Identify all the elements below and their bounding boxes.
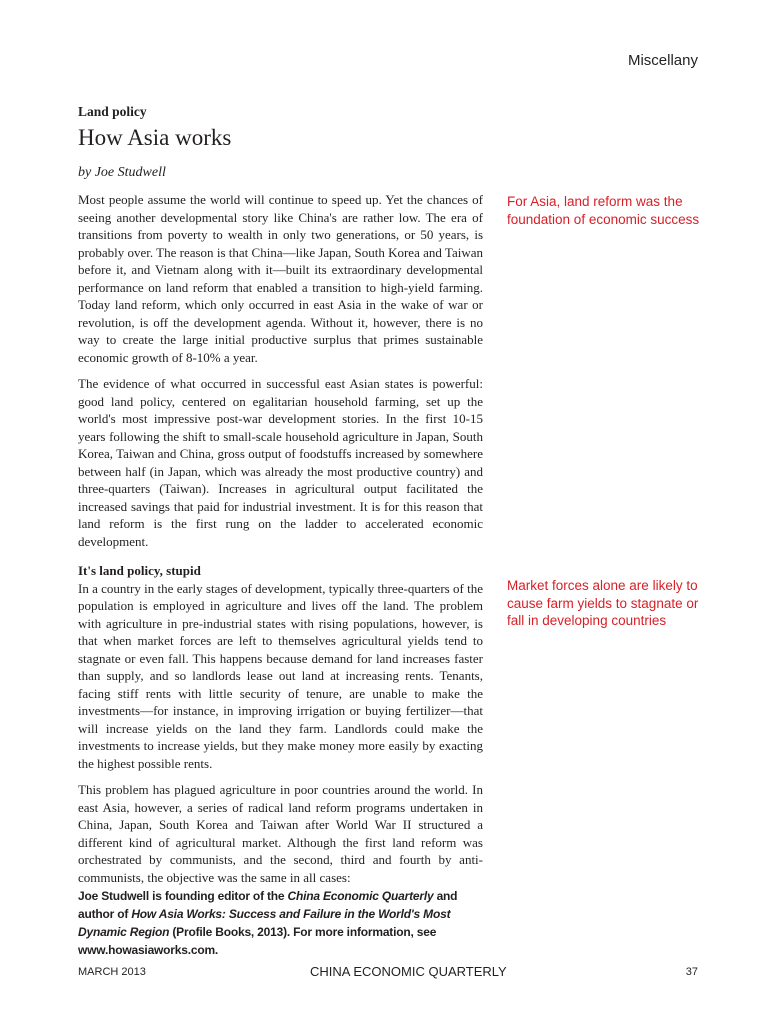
footer-date: MARCH 2013 — [78, 966, 146, 978]
bio-text: Joe Studwell is founding editor of the — [78, 889, 288, 903]
body-paragraph: Most people assume the world will continue to speed up. Yet the chances of seeing another developmental story like China's are rather low. The era of transitions from poverty to wealth in only two generations, or 50 years, is probably over. The reason is that China—like Japan, South Korea and Taiwan before it, and Vietnam along with it—built its extraordinary developmental performance on land reform that enabled a transition to high-yield farming. Today land reform, which only occurred in east Asia in the wake of war or revolution, is off the development agenda. Without it, however, there is no way to create the large initial productive surplus that primes sustainable economic growth of 8-10% a year. — [78, 192, 483, 365]
bio-publication: China Economic Quarterly — [287, 889, 434, 903]
body-paragraph: This problem has plagued agriculture in poor countries around the world. In east Asia, however, a series of radical land reform programs undertaken in China, Japan, South Korea and Taiwan after World War II structured a different kind of agricultural market. Although the first land reform was orchestrated by communists, and the second, third and fourth by anti-communists, the objective was the same in all cases: — [78, 782, 483, 885]
article-byline: by Joe Studwell — [78, 165, 166, 180]
body-paragraph: In a country in the early stages of development, typically three-quarters of the population is employed in agriculture and lives off the land. The problem with agriculture in pre-industrial states with rising populations, however, is that when market forces are left to themselves agricultural yields tend to stagnate or even fall. This happens because demand for land increases faster than supply, and so landlords lease out land at increasing rents. Tenants, facing stiff rents with little security of tenure, are unable to make the investments—for instance, in improving irrigation or buying fertilizer—that will increase yields on the land they farm. Landlords could make the investments to increase yields, but they make money more easily by exacting the highest possible rents. — [78, 580, 483, 771]
article-title: How Asia works — [78, 125, 232, 150]
body-paragraph: The evidence of what occurred in successful east Asian states is powerful: good land policy, centered on egalitarian household farming, set up the world's most impressive post-war development stories. In the first 10-15 years following the shift to small-scale household agriculture in Japan, South Korea, Taiwan and China, gross output of foodstuffs increased by somewhere between half (in Japan, which was already the most productive country) and three-quarters (Taiwan). Increases in agricultural output facilitated the increased savings that paid for industrial investment. It is for this reason that land reform is the first rung on the ladder to accelerated economic development. — [78, 376, 483, 549]
article-body — [78, 191, 483, 895]
author-bio — [78, 887, 488, 959]
section-label: Miscellany — [627, 52, 698, 69]
footer-journal: CHINA ECONOMIC QUARTERLY — [310, 964, 507, 979]
bio-text: (Profile Books, 2013). For more information, see www.howasiaworks.com. — [78, 925, 437, 957]
pull-quote: For Asia, land reform was the foundation of economic success — [507, 194, 700, 227]
bio-book-title: How Asia Works: Success and Failure in the World's Most Dynamic Region — [78, 907, 451, 939]
subheading: It's land policy, stupid — [78, 563, 201, 578]
article-kicker: Land policy — [78, 104, 147, 119]
page-number: 37 — [685, 966, 698, 978]
pull-quote: Market forces alone are likely to cause farm yields to stagnate or fall in developing countries — [507, 578, 699, 628]
bio-text: and author of — [78, 889, 458, 921]
